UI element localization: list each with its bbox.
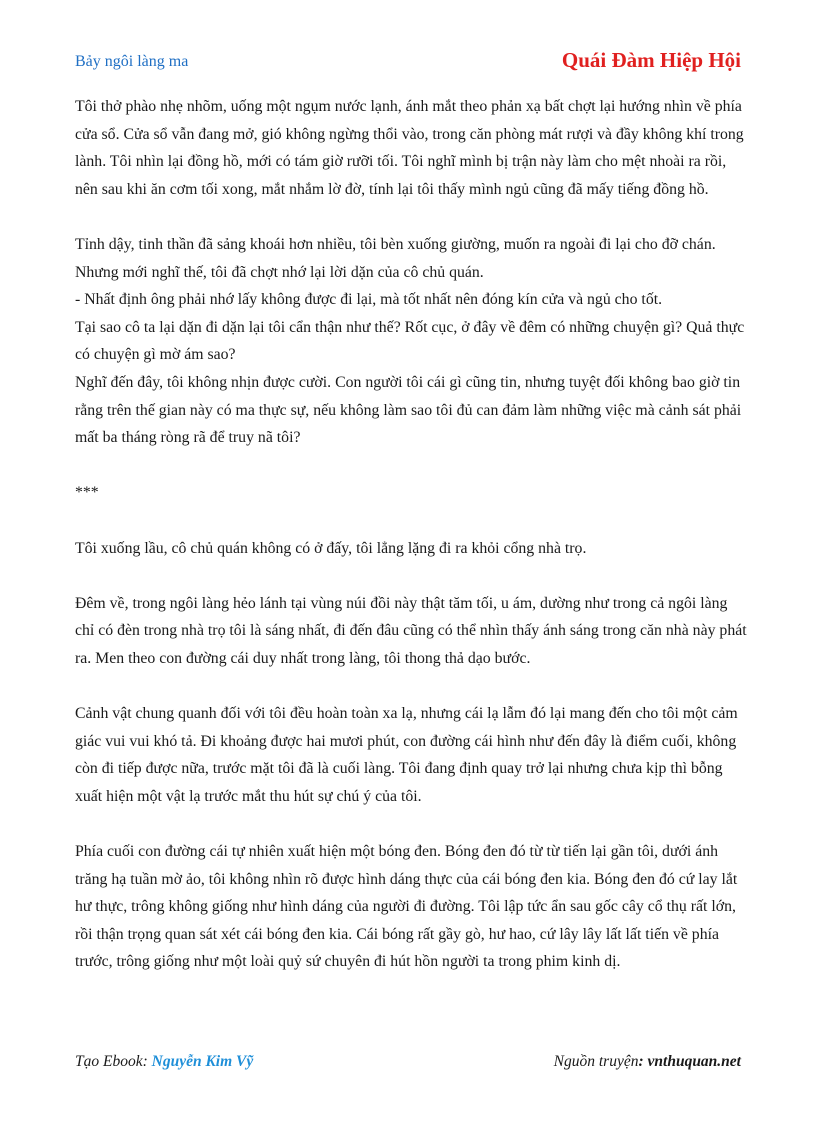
- paragraph: Tôi thở phào nhẹ nhõm, uống một ngụm nước lạnh, ánh mắt theo phản xạ bất chợt lại hướng nhìn về phía cửa sổ. Cửa sổ vẫn đang mở, gió không ngừng thổi vào, trong căn phòng mát rượi và đầy không khí trong lành. Tôi nhìn lại đồng hồ, mới có tám giờ rưỡi tối. Tôi nghĩ mình bị trận này làm cho mệt nhoài ra rồi, nên sau khi ăn cơm tối xong, mắt nhắm lờ đờ, tính lại tôi thấy mình ngủ cũng đã mấy tiếng đồng hồ.: [75, 98, 744, 198]
- paragraph: Đêm về, trong ngôi làng hẻo lánh tại vùng núi đồi này thật tăm tối, u ám, dường như trong cả ngôi làng chỉ có đèn trong nhà trọ tôi là sáng nhất, đi đến đâu cũng có thể nhìn thấy ánh sáng trong căn nhà này phát ra. Men theo con đường cái duy nhất trong làng, tôi thong thả dạo bước.: [75, 594, 747, 667]
- paragraph: Tôi xuống lầu, cô chủ quán không có ở đấy, tôi lẳng lặng đi ra khỏi cổng nhà trọ.: [75, 539, 587, 557]
- paragraph-gap: [75, 452, 747, 480]
- paragraph-gap: [75, 203, 747, 231]
- page-header: [75, 48, 741, 78]
- paragraph-gap: [75, 810, 747, 838]
- source-site: vnthuquan.net: [647, 1053, 741, 1070]
- story-source: Nguồn truyện: vnthuquan.net: [553, 1053, 741, 1070]
- site-brand: Quái Đàm Hiệp Hội: [561, 48, 741, 72]
- paragraph: Cảnh vật chung quanh đối với tôi đều hoàn toàn xa lạ, nhưng cái lạ lẫm đó lại mang đến cho tôi một cảm giác vui vui khó tả. Đi khoảng được hai mươi phút, con đường cái hình như đến đây là điểm cuối, không còn đi tiếp được nữa, trước mặt tôi đã là cuối làng. Tôi đang định quay trở lại nhưng chưa kịp thì bỗng xuất hiện một vật lạ trước mắt thu hút sự chú ý của tôi.: [75, 705, 738, 805]
- credit-label: Tạo Ebook: [75, 1053, 143, 1070]
- book-title: Bảy ngôi làng ma: [75, 53, 189, 70]
- paragraph-gap: [75, 562, 747, 590]
- section-break: ***: [75, 484, 99, 502]
- paragraph: Tại sao cô ta lại dặn đi dặn lại tôi cẩn thận như thế? Rốt cục, ở đây về đêm có những chuyện gì? Quả thực có chuyện gì mờ ám sao?: [75, 318, 745, 364]
- page-footer: [75, 1053, 741, 1077]
- paragraph-gap: [75, 672, 747, 700]
- credit-name: Nguyễn Kim Vỹ: [151, 1053, 254, 1070]
- paragraph: Phía cuối con đường cái tự nhiên xuất hiện một bóng đen. Bóng đen đó từ từ tiến lại gần tôi, dưới ánh trăng hạ tuần mờ ảo, tôi không nhìn rõ được hình dáng thực của cái bóng đen kia. Bóng đen đó cứ lay lắt hư thực, trông không giống như hình dáng của người đi đường. Tôi lập tức ẩn sau gốc cây cổ thụ rất lớn, rồi thận trọng quan sát xét cái bóng đen kia. Cái bóng rất gầy gò, hư hao, cứ lây lây lất lất tiến về phía trước, trông giống như một loài quỷ sứ chuyên đi hút hồn người ta trong phim kinh dị.: [75, 843, 738, 971]
- source-label: Nguồn truyện: [553, 1053, 639, 1070]
- paragraph: - Nhất định ông phải nhớ lấy không được đi lại, mà tốt nhất nên đóng kín cửa và ngủ cho tốt.: [75, 291, 663, 309]
- paragraph: Nghĩ đến đây, tôi không nhịn được cười. Con người tôi cái gì cũng tin, nhưng tuyệt đối không bao giờ tin rằng trên thế gian này có ma thực sự, nếu không làm sao tôi đủ can đảm làm những việc mà cảnh sát phải mất ba tháng ròng rã để truy nã tôi?: [75, 373, 742, 447]
- paragraph: Tỉnh dậy, tinh thần đã sảng khoái hơn nhiều, tôi bèn xuống giường, muốn ra ngoài đi lại cho đỡ chán. Nhưng mới nghĩ thế, tôi đã chợt nhớ lại lời dặn của cô chủ quán.: [75, 235, 716, 281]
- story-body: [75, 93, 747, 976]
- ebook-credit: Tạo Ebook: Nguyễn Kim Vỹ: [75, 1053, 254, 1070]
- paragraph-gap: [75, 507, 747, 535]
